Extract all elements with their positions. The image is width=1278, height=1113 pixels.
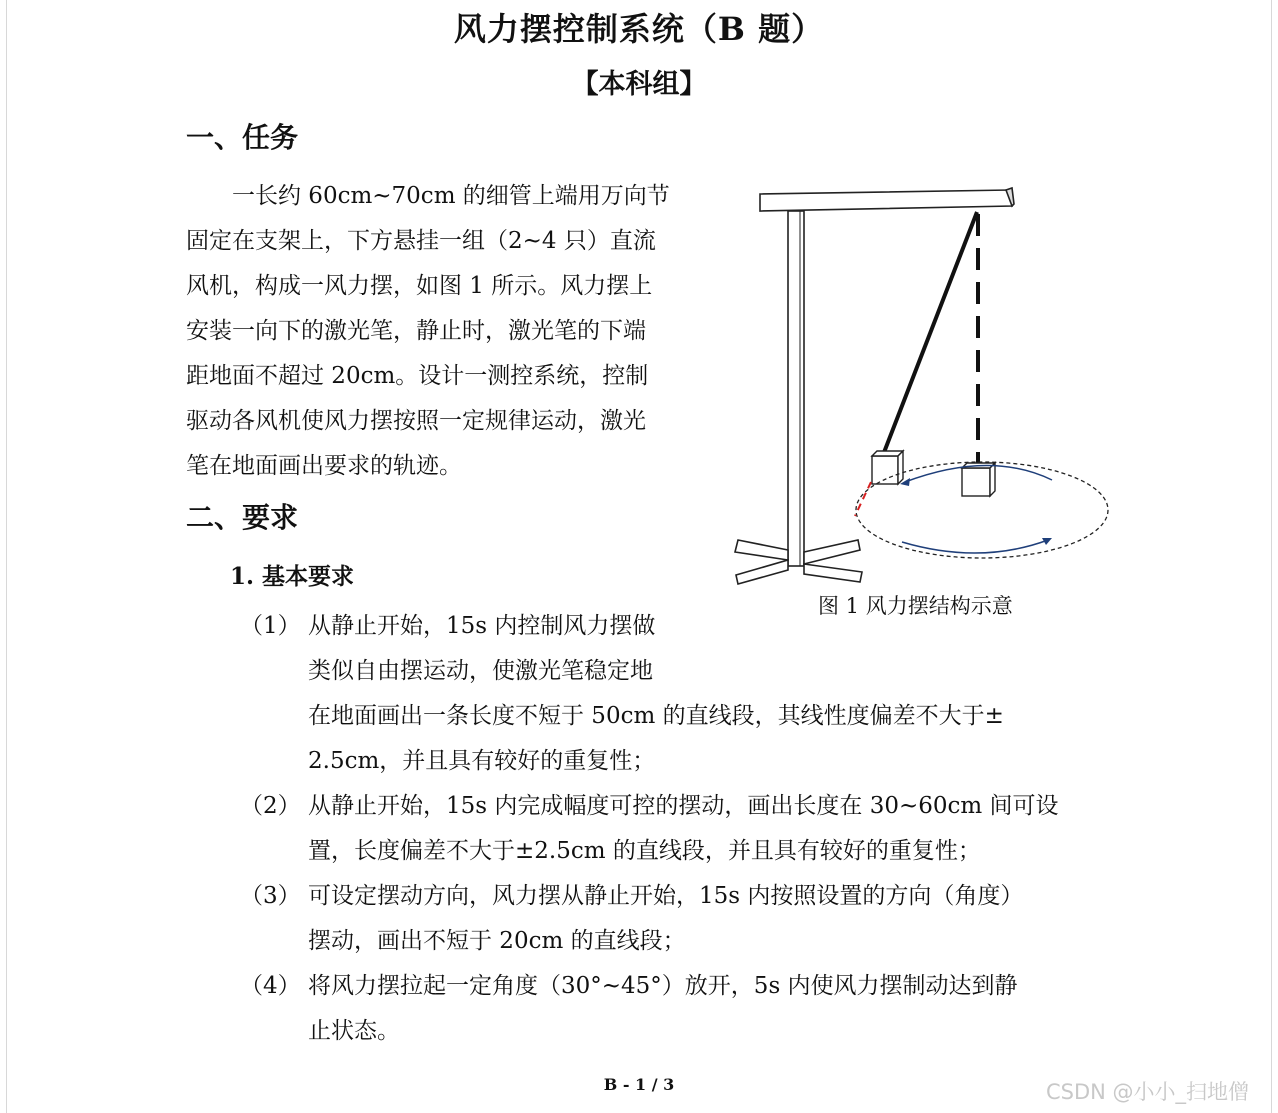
sub-heading-basic: 1. 基本要求 bbox=[230, 563, 355, 590]
csdn-watermark: CSDN @小小_扫地僧 bbox=[1046, 1080, 1250, 1104]
page-border-left bbox=[6, 0, 7, 1113]
requirement-line: 类似自由摆运动，使激光笔稳定地 bbox=[308, 658, 653, 684]
page-border-right bbox=[1271, 0, 1272, 1113]
paragraph-line: 固定在支架上，下方悬挂一组（2~4 只）直流 bbox=[186, 228, 656, 254]
paragraph-line: 安装一向下的激光笔，静止时，激光笔的下端 bbox=[186, 318, 646, 344]
requirement-number: （4） bbox=[240, 973, 301, 999]
page-number-footer: B - 1 / 3 bbox=[603, 1075, 675, 1094]
paragraph-line: 距地面不超过 20cm。设计一测控系统，控制 bbox=[186, 363, 649, 389]
requirement-line: 2.5cm，并且具有较好的重复性； bbox=[308, 748, 656, 774]
requirement-3-text bbox=[308, 874, 1023, 964]
paragraph-line: 笔在地面画出要求的轨迹。 bbox=[186, 453, 462, 479]
requirement-line: 止状态。 bbox=[308, 1018, 400, 1044]
trajectory-arrow-bottom bbox=[902, 540, 1048, 553]
requirement-number: （1） bbox=[240, 613, 301, 639]
requirement-line: 从静止开始，15s 内控制风力摆做 bbox=[308, 613, 656, 639]
requirement-line: 摆动，画出不短于 20cm 的直线段； bbox=[308, 928, 686, 954]
requirement-line: 将风力摆拉起一定角度（30°~45°）放开，5s 内使风力摆制动达到静 bbox=[308, 973, 1018, 999]
section-heading-requirements: 二、要求 bbox=[186, 501, 299, 534]
paragraph-line: 一长约 60cm~70cm 的细管上端用万向节 bbox=[232, 183, 670, 209]
requirement-line: 从静止开始，15s 内完成幅度可控的摆动，画出长度在 30~60cm 间可设 bbox=[308, 793, 1059, 819]
requirement-line: 可设定摆动方向，风力摆从静止开始，15s 内按照设置的方向（角度） bbox=[308, 883, 1024, 909]
document-title: 风力摆控制系统（B 题） bbox=[453, 10, 825, 48]
swung-fan-box bbox=[872, 451, 903, 484]
paragraph-line: 驱动各风机使风力摆按照一定规律运动，激光 bbox=[186, 408, 646, 434]
paragraph-line: 风机，构成一风力摆，如图 1 所示。风力摆上 bbox=[186, 273, 653, 299]
requirement-line: 置，长度偏差不大于±2.5cm 的直线段，并且具有较好的重复性； bbox=[308, 838, 981, 864]
document-subtitle: 【本科组】 bbox=[571, 69, 707, 100]
requirement-line: 在地面画出一条长度不短于 50cm 的直线段，其线性度偏差不大于± bbox=[308, 703, 1004, 729]
task-paragraph bbox=[186, 174, 670, 489]
requirement-4-text bbox=[308, 964, 1018, 1054]
figure-caption: 图 1 风力摆结构示意 bbox=[818, 594, 1013, 618]
laser-trace bbox=[855, 482, 871, 516]
requirement-number: （2） bbox=[240, 793, 301, 819]
requirement-1-text bbox=[308, 604, 1004, 784]
support-frame bbox=[735, 188, 1014, 584]
pendulum-structure-figure bbox=[730, 180, 1120, 600]
section-heading-task: 一、任务 bbox=[186, 121, 299, 154]
pendulum-rod bbox=[883, 212, 977, 455]
requirement-2-text bbox=[308, 784, 1059, 874]
requirement-number: （3） bbox=[240, 883, 301, 909]
rest-fan-box bbox=[962, 463, 995, 496]
